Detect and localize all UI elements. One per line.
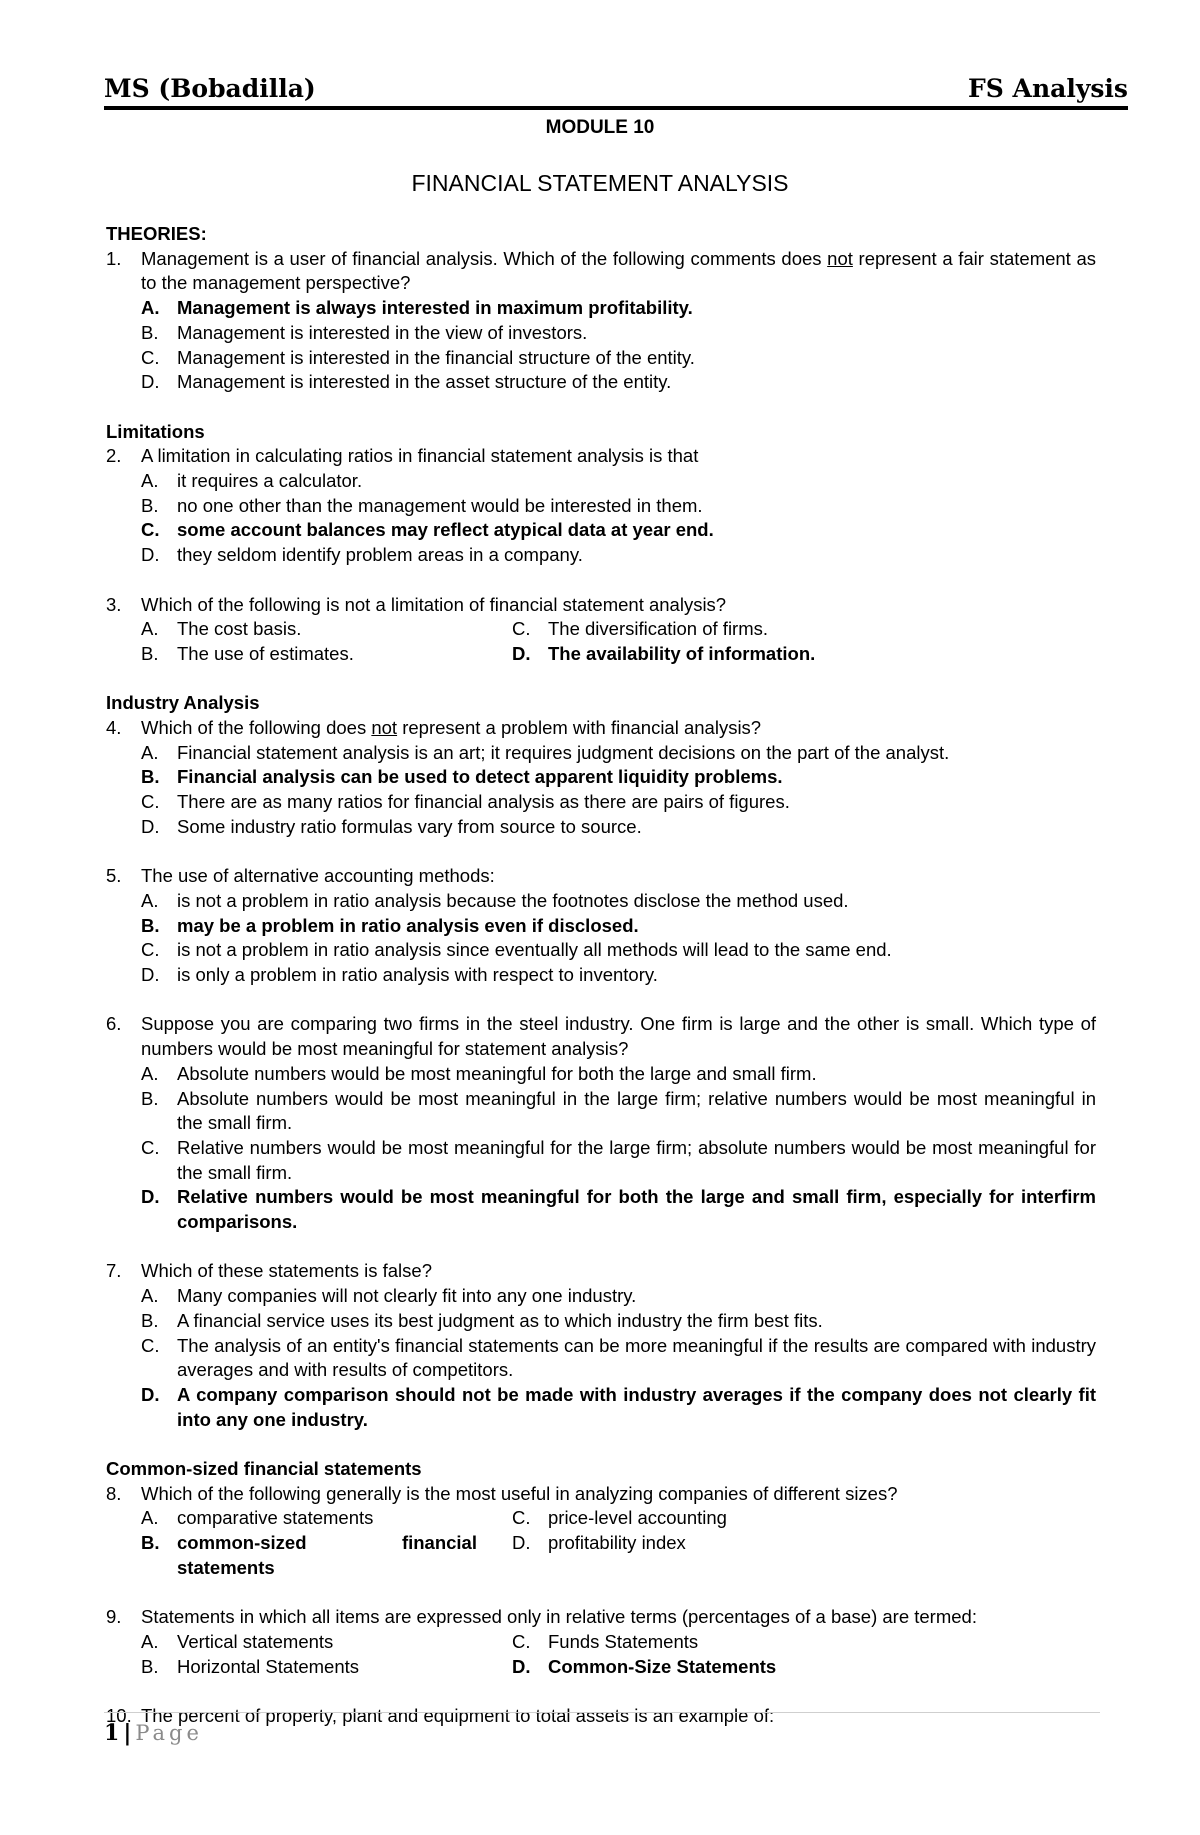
answer-option: B. Management is interested in the view of investors. xyxy=(141,321,588,343)
question-text: represent a fair statement as to the management perspective? xyxy=(141,247,1096,294)
answer-option: A. Absolute numbers would be most meaningful for both the large and small firm. xyxy=(141,1062,817,1084)
question-text: Which of the following is not a limitation of financial statement analysis? xyxy=(141,593,727,615)
answer-option: B. may be a problem in ratio analysis even if disclosed. xyxy=(141,914,639,936)
answer-option: B. Financial analysis can be used to detect apparent liquidity problems. xyxy=(141,766,783,788)
question-number: 4. xyxy=(106,717,122,739)
question-text: Management is a user of financial analysis. Which of the following comments does xyxy=(141,247,828,269)
question-number: 8. xyxy=(106,1482,122,1504)
answer-option: A. Many companies will not clearly fit into any one industry. xyxy=(141,1285,637,1307)
question-number: 1. xyxy=(106,247,122,269)
question-text: Which of the following generally is the most useful in analyzing companies of different sizes? xyxy=(141,1482,898,1504)
answer-option: C. The analysis of an entity's financial statements can be more meaningful if the results are compared with industry averages and with results of competitors. xyxy=(141,1334,1096,1381)
question-number: 6. xyxy=(106,1013,122,1035)
answer-option: A. Management is always interested in maximum profitability. xyxy=(141,297,693,319)
answer-option: D. A company comparison should not be made with industry averages if the company does not clearly fit into any one industry. xyxy=(141,1383,1096,1430)
page-footer xyxy=(104,1720,203,1746)
page-header xyxy=(104,70,1128,110)
question-4 xyxy=(106,716,1096,741)
question-text: The percent of property, plant and equipment to total assets is an example of: xyxy=(141,1705,775,1727)
question-text: The use of alternative accounting methods: xyxy=(141,865,495,887)
answer-option: A. comparative statements xyxy=(141,1507,374,1529)
answer-option: C. some account balances may reflect atypical data at year end. xyxy=(141,519,714,541)
answer-option: B. common-sized financial statements xyxy=(141,1532,477,1578)
answer-option: C. Management is interested in the financial structure of the entity. xyxy=(141,346,695,368)
section-heading-common-sized: Common-sized financial statements xyxy=(106,1458,422,1480)
module-label: MODULE 10 xyxy=(545,117,655,138)
page-number: 1 xyxy=(104,1720,120,1746)
question-1 xyxy=(106,247,1096,296)
question-text: Which of these statements is false? xyxy=(141,1260,432,1282)
page-label: Page xyxy=(135,1721,203,1745)
answer-option: D. profitability index xyxy=(512,1532,686,1554)
header-subject: FS Analysis xyxy=(968,74,1128,103)
question-number: 5. xyxy=(106,865,122,887)
question-9 xyxy=(106,1605,1096,1630)
section-heading-theories: THEORIES: xyxy=(106,223,207,244)
question-2 xyxy=(106,444,1096,469)
question-emphasis: not xyxy=(827,247,853,269)
answer-option: C. is not a problem in ratio analysis since eventually all methods will lead to the same end. xyxy=(141,939,892,961)
header-course: MS (Bobadilla) xyxy=(104,74,316,103)
question-8 xyxy=(106,1482,1096,1507)
question-text: Suppose you are comparing two firms in the steel industry. One firm is large and the other is small. Which type of numbers would be most meaningful for statement analysis? xyxy=(141,1013,1096,1060)
footer-divider xyxy=(104,1712,1100,1713)
answer-option: A. is not a problem in ratio analysis because the footnotes disclose the method used. xyxy=(141,889,849,911)
question-text: Which of the following does xyxy=(141,717,372,739)
question-list xyxy=(106,222,1096,1729)
answer-option: D. Common-Size Statements xyxy=(512,1655,777,1677)
answer-option: D. Some industry ratio formulas vary from source to source. xyxy=(141,815,642,837)
question-text: Statements in which all items are expressed only in relative terms (percentages of a base) are termed: xyxy=(141,1606,977,1628)
answer-option: D. Relative numbers would be most meaningful for both the large and small firm, especially for interfirm comparisons. xyxy=(141,1186,1096,1233)
question-number: 2. xyxy=(106,445,122,467)
question-10 xyxy=(106,1704,1096,1729)
question-text: represent a problem with financial analysis? xyxy=(397,717,762,739)
answer-option: B. Absolute numbers would be most meaningful in the large firm; relative numbers would be most meaningful in the small firm. xyxy=(141,1087,1096,1134)
answer-option: C. There are as many ratios for financial analysis as there are pairs of figures. xyxy=(141,791,790,813)
answer-option: D. Management is interested in the asset structure of the entity. xyxy=(141,371,672,393)
answer-option: A. it requires a calculator. xyxy=(141,470,363,492)
section-heading-industry: Industry Analysis xyxy=(106,692,260,714)
document-title: FINANCIAL STATEMENT ANALYSIS xyxy=(411,170,789,196)
question-3 xyxy=(106,593,1096,618)
question-5 xyxy=(106,864,1096,889)
answer-option: B. A financial service uses its best judgment as to which industry the firm best fits. xyxy=(141,1309,823,1331)
answer-option: C. Relative numbers would be most meaningful for the large firm; absolute numbers would be most meaningful for the small firm. xyxy=(141,1136,1096,1183)
section-heading-limitations: Limitations xyxy=(106,420,205,442)
question-number: 9. xyxy=(106,1606,122,1628)
answer-option: B. Horizontal Statements xyxy=(141,1655,360,1677)
question-number: 7. xyxy=(106,1260,122,1282)
question-number: 10. xyxy=(106,1705,132,1727)
question-number: 3. xyxy=(106,593,122,615)
answer-option: A. Vertical statements xyxy=(141,1630,334,1652)
answer-option: B. no one other than the management would be interested in them. xyxy=(141,494,703,516)
question-text: A limitation in calculating ratios in financial statement analysis is that xyxy=(141,445,699,467)
answer-option: C. Funds Statements xyxy=(512,1630,699,1652)
answer-option: D. they seldom identify problem areas in a company. xyxy=(141,544,583,566)
answer-option: D. The availability of information. xyxy=(512,642,816,664)
answer-option: D. is only a problem in ratio analysis with respect to inventory. xyxy=(141,964,658,986)
answer-option: C. price-level accounting xyxy=(512,1507,727,1529)
answer-option: A. Financial statement analysis is an art; it requires judgment decisions on the part of the analyst. xyxy=(141,741,950,763)
question-7 xyxy=(106,1259,1096,1284)
question-6 xyxy=(106,1012,1096,1061)
answer-option: B. The use of estimates. xyxy=(141,642,354,664)
question-emphasis: not xyxy=(371,717,398,739)
answer-option: C. The diversification of firms. xyxy=(512,618,769,640)
answer-option: A. The cost basis. xyxy=(141,618,302,640)
footer-separator: | xyxy=(123,1720,132,1746)
